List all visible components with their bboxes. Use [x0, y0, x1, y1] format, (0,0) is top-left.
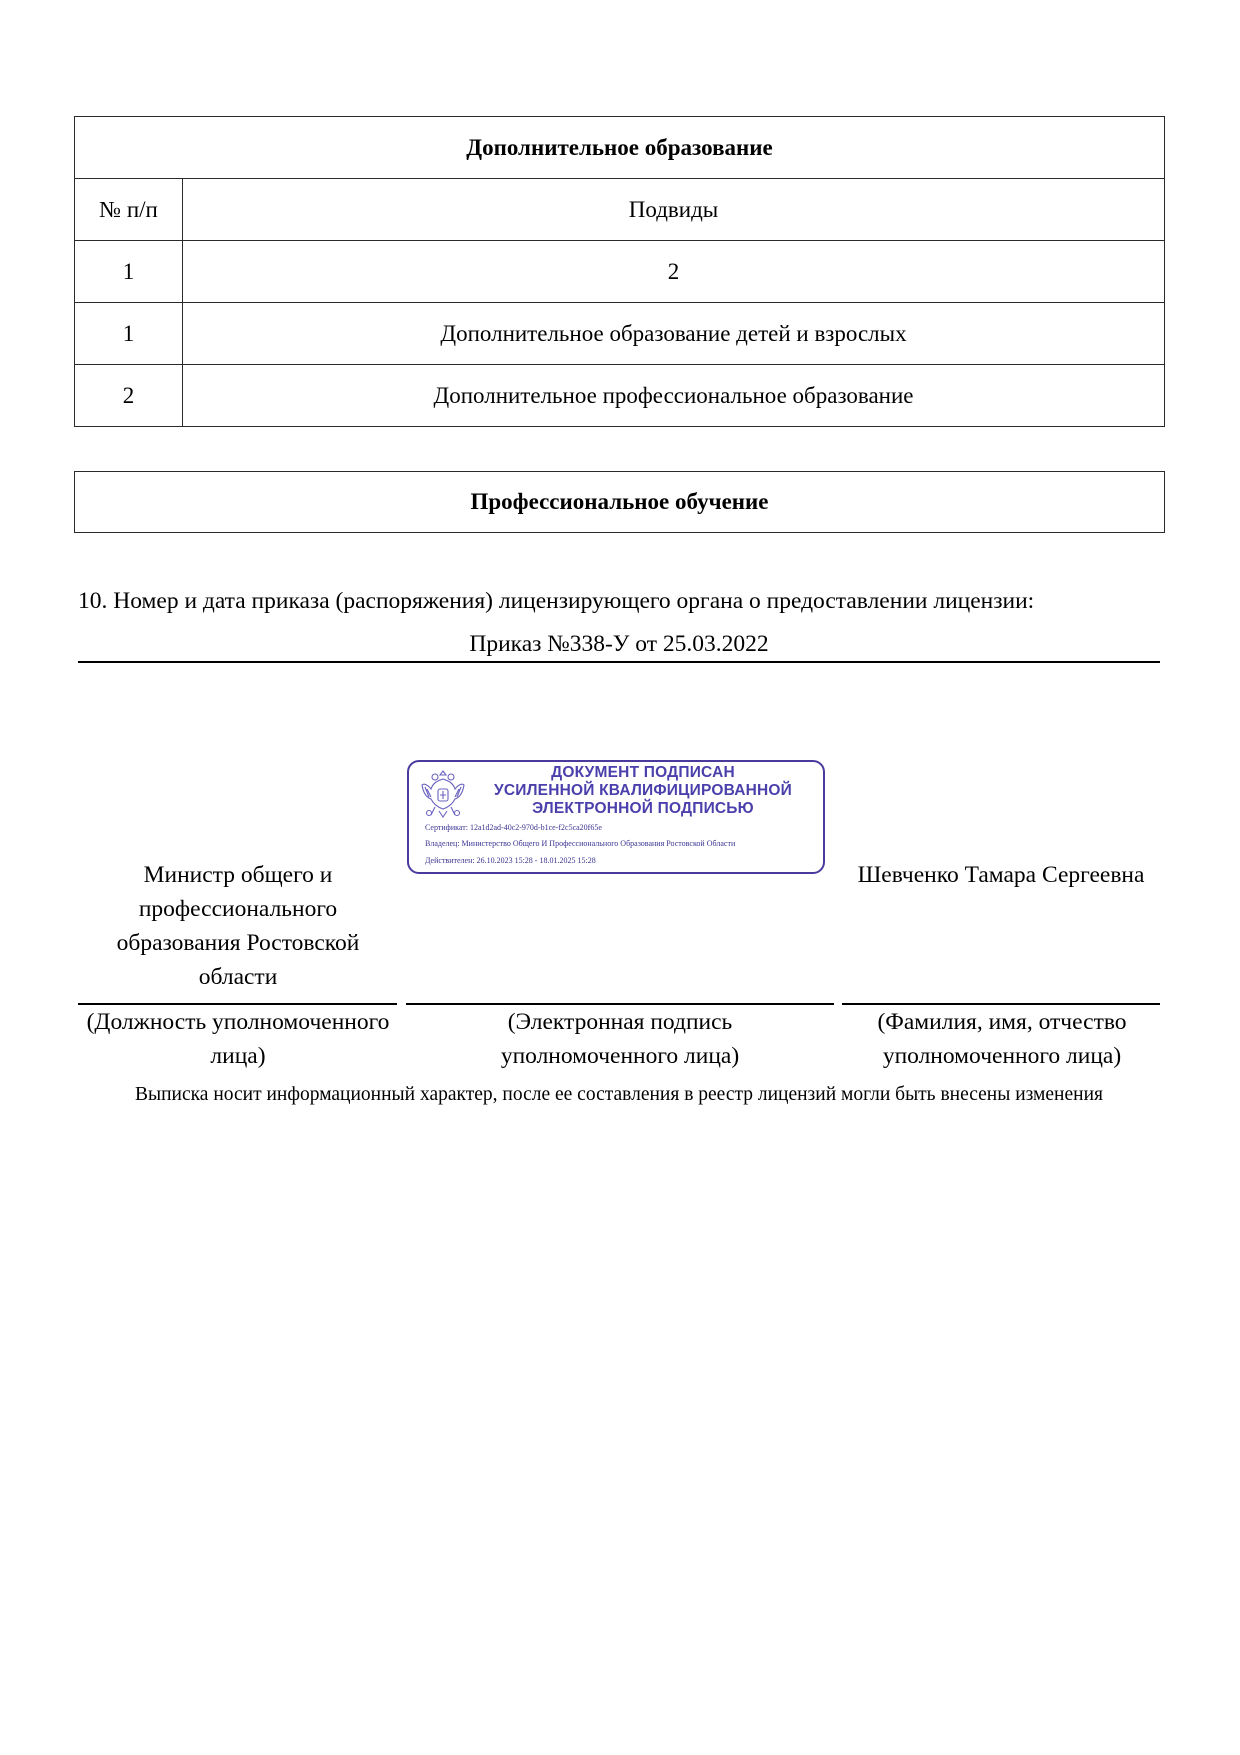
stamp-title: ДОКУМЕНТ ПОДПИСАН УСИЛЕННОЙ КВАЛИФИЦИРОВАННОЙ ЭЛЕКТРОННОЙ ПОДПИСЬЮ: [494, 764, 792, 817]
table-row: [75, 365, 1165, 427]
additional-education-table: [74, 116, 1165, 427]
stamp-certificate: Сертификат: 12a1d2ad-40c2-970d-b1ce-f2c5ca20f65e: [425, 823, 602, 832]
header-number: № п/п: [75, 179, 183, 241]
footer-note: Выписка носит информационный характер, после ее составления в реестр лицензий могли быть внесены изменения: [134, 1084, 1103, 1105]
header-subtypes: Подвиды: [183, 179, 1165, 241]
table-row: [75, 303, 1165, 365]
position-value: Министр общего и профессионального образования Ростовской области: [116, 862, 360, 990]
table-title-row: [75, 117, 1165, 179]
signature-caption: (Электронная подпись уполномоченного лица): [500, 1009, 740, 1069]
table-title: Дополнительное образование: [75, 117, 1165, 179]
table-header-row: [75, 179, 1165, 241]
row-subtype: Дополнительное образование детей и взрослых: [183, 303, 1165, 365]
row-number: 1: [75, 303, 183, 365]
stamp-owner: Владелец: Министерство Общего И Профессионального Образования Ростовской Области: [425, 839, 736, 848]
stamp-validity: Действителен: 26.10.2023 15:28 - 18.01.2025 15:28: [425, 856, 596, 865]
order-underline: [78, 661, 1160, 663]
full-name-caption: (Фамилия, имя, отчество уполномоченного лица): [877, 1009, 1127, 1069]
professional-training-box: [74, 471, 1165, 533]
row-subtype: Дополнительное профессиональное образование: [183, 365, 1165, 427]
coat-of-arms-icon: [419, 767, 467, 821]
row-number: 2: [75, 365, 183, 427]
license-order-label: 10. Номер и дата приказа (распоряжения) лицензирующего органа о предоставлении лицензии:: [78, 588, 1035, 614]
full-name-value: Шевченко Тамара Сергеевна: [857, 862, 1145, 888]
license-order-value: Приказ №338-У от 25.03.2022: [469, 631, 769, 657]
column-numbers-row: [75, 241, 1165, 303]
electronic-signature-stamp: [407, 760, 825, 874]
column-number-1: 1: [75, 241, 183, 303]
column-number-2: 2: [183, 241, 1165, 303]
position-caption: (Должность уполномоченного лица): [86, 1009, 390, 1069]
professional-training-title: Профессиональное обучение: [470, 489, 769, 514]
